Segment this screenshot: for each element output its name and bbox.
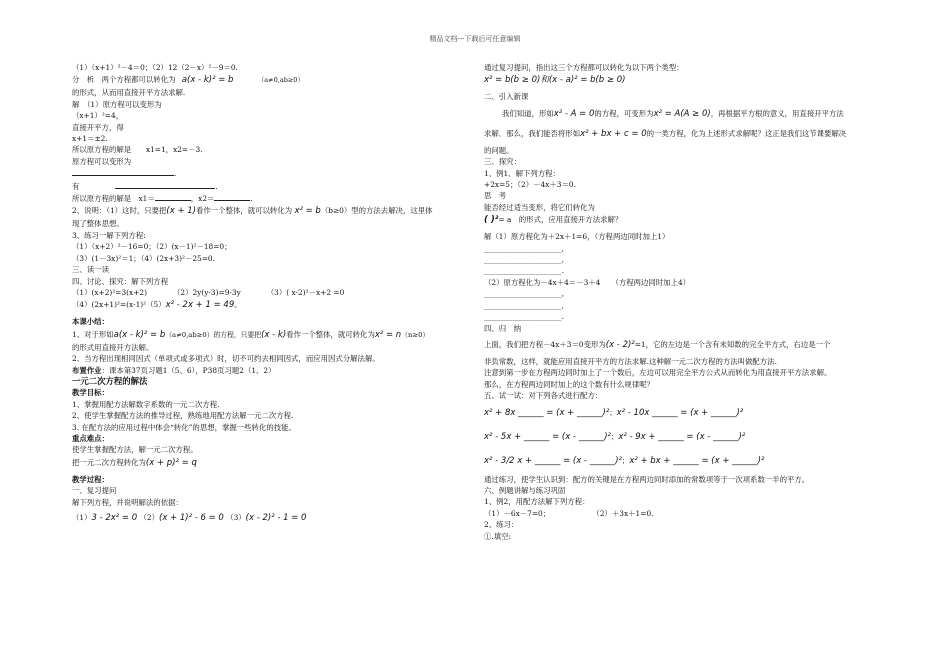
text-line: （4）(2x+1)²=(x-1)²（5）x² - 2x + 1 = 49。 — [72, 300, 242, 311]
formula: x² - 3/2 x + ______ = (x - ______)² — [484, 455, 622, 466]
text-line: 非负常数，这样，就能应用直接开平方的方法求解.这种解一元二次方程的方法叫做配方法. — [484, 356, 777, 366]
text-line: 3. 在配方法的应用过程中体会“转化”的思想，掌握一些转化的技能。 — [72, 422, 296, 432]
text-line: 那么，在方程两边同时加上的这个数有什么规律呢？ — [484, 379, 654, 389]
text-line: x+1＝±2. — [72, 134, 108, 144]
text-line: 把一元二次方程转化为(x + p)² = q — [72, 457, 197, 468]
text-line: 3、练习一解下列方程: — [72, 230, 146, 240]
text-line: （2）原方程化为－4x＋4＝－3＋4 （方程两边同时加上4） — [484, 277, 691, 287]
text-line: 使学生掌握配方法，解一元二次方程。 — [72, 445, 198, 455]
formula: x² = b(b ≥ 0)和(x - a)² = b(b ≥ 0) — [484, 75, 626, 86]
text-line: （1）3 - 2x² = 0 （2）(x + 1)² - 6 = 0 （3）(x - 2)² - 1 = 0 — [72, 513, 307, 523]
left-column — [72, 62, 472, 525]
blank-line: . — [72, 167, 472, 179]
text-line: 四、归 纳 — [484, 323, 521, 333]
text-line: 六、例题讲解与练习巩固 — [484, 485, 566, 495]
formula: x² + bx + ______ = (x + ______)² — [629, 455, 765, 466]
text-line: 布置作业：课本第37页习题1（5、6），P38页习题2（1、2） — [72, 365, 276, 375]
text-line: 2、说明：（1）这时，只要把(x + 1)看作一个整体，就可以转化为 x² = b（b≥0）型的方法去解决，这里体 — [72, 206, 433, 217]
text-line: 2、练习： — [484, 520, 519, 530]
text-line: 的形式，从而用直接开平方法求解. — [72, 88, 186, 98]
formula: x² - A = 0 — [553, 108, 595, 119]
formula-line: x² + 8x ______ = (x + ______)²；x² - 10x ______ = (x + ______)² — [484, 407, 744, 418]
formula: x² - 9x + ______ = (x - ______)² — [618, 431, 746, 442]
text-line: 2、当方程出现相同因式（单项式或多项式）时，切不可约去相同因式，而应用因式分解法解。 — [72, 354, 380, 364]
formula: x² = b — [294, 206, 321, 217]
formula: (x - k) — [261, 329, 287, 340]
blank-line: _____________________, — [484, 243, 564, 253]
formula: (x + p)² = q — [145, 457, 197, 468]
text-line: （1）－6x－7=0； （2）＋3x＋1=0. — [484, 508, 654, 518]
text-line: （1）（x+2）²－16=0；（2）(x－1)²－18=0； — [72, 242, 232, 252]
text-line: 思 考 — [484, 191, 507, 201]
text-line: 能否经过适当变形，将它们转化为 — [484, 202, 595, 212]
formula: a(x - k)² = b — [181, 75, 234, 86]
text-line: 1、例2，用配方法解下列方程： — [484, 497, 590, 507]
text-line: 1、例1、解下列方程： — [484, 168, 560, 178]
text-line: （1）(x+2)²=3(x+2) （2）2y(y-3)=9-3y （3）( x-2)²－x+2 =0 — [72, 287, 345, 297]
formula: 3 - 2x² = 0 — [91, 513, 138, 523]
lesson-title: 一元二次方程的解法 — [72, 375, 148, 386]
blank-line: _____________________. — [484, 312, 564, 322]
section-heading: 教学目标： — [72, 388, 109, 398]
formula: x² - 2x + 1 = 49 — [165, 300, 235, 311]
text-line: 通过复习提问，指出这三个方程都可以转化为以下两个类型： — [484, 63, 684, 72]
formula-line: x² - 3/2 x + ______ = (x - ______)²；x² + bx + ______ = (x + ______)² — [484, 455, 765, 466]
formula-line — [484, 73, 884, 87]
text-line: 三、探究： — [484, 157, 521, 167]
formula: (x + 1)² - 6 = 0 — [159, 513, 224, 523]
text-line: 所以原方程的解是 x1=1，x2=－3. — [72, 145, 203, 155]
text-line: 解（1）原方程化为＋2x＋1=6，（方程两边同时加上1） — [484, 232, 670, 242]
formula: (x + 1) — [166, 206, 197, 217]
blank-line: _____________________, — [484, 255, 564, 265]
text-line: 的问题。 — [484, 145, 514, 155]
page-header: 精品文档---下载后可任意编辑 — [429, 35, 521, 43]
text-line: 现了整体思想。 — [72, 219, 124, 229]
text-line: 解下列方程，并说明解法的依据： — [72, 497, 183, 507]
formula: (x - 2)² - 1 = 0 — [245, 513, 307, 523]
text-line: 二、引入新课 — [484, 92, 529, 102]
text-line: 注意到第一步在方程两边同时加上了一个数后，左边可以用完全平方公式从而转化为用直接开平方法求解。 — [484, 368, 832, 378]
section-heading: 本课小结： — [72, 317, 109, 327]
formula: x² = A(A ≥ 0) — [653, 108, 711, 119]
text-line: 通过练习，使学生认识到：配方的关键是在方程两边同时添加的常数项等于一次项系数一半的平方。 — [484, 474, 810, 484]
text-line: ( )²= a 的形式，应用直接开方法求解？ — [484, 215, 623, 226]
blank-line: _____________________, — [484, 289, 564, 299]
text-line: ①.填空: — [484, 531, 512, 541]
section-heading: 重点难点： — [72, 433, 109, 443]
text-line: （x+1）²=4， — [72, 111, 124, 121]
formula: x² + 8x ______ = (x + ______)² — [484, 407, 610, 418]
formula: x² = n — [374, 329, 402, 340]
text-line: 一、复习提问 — [72, 486, 117, 496]
text-line: 1、对于形如a(x - k)² = b（a≠0,ab≥0）的方程，只要把(x - k)看作一个整体，就可转化为x² = n（n≥0） — [72, 329, 430, 340]
text-line: 所以原方程的解是 x1＝ ，x2＝ . — [72, 194, 253, 204]
formula: (x - 2)² — [605, 339, 635, 350]
formula: x² + bx + c = 0 — [580, 128, 647, 139]
text-line: 的形式用直接开方法解。 — [72, 342, 154, 352]
right-column — [484, 62, 884, 542]
text-line: （3）(1－3x)²＝1；（4）(2x+3)²－25=0. — [72, 253, 215, 263]
text-line: +2x=5；（2）－4x＋3＝0. — [484, 180, 576, 190]
formula: ( )² — [484, 215, 499, 226]
blank-line: 有 . — [72, 181, 218, 191]
text-line: 直接开平方，得 — [72, 122, 124, 132]
text-line: 1、掌握用配方法解数字系数的一元二次方程. — [72, 399, 220, 409]
section-heading: 教学过程： — [72, 474, 109, 484]
text-line: 四、讨论、探究：解下列方程 — [72, 276, 169, 286]
formula-line: x² - 5x + ______ = (x - ______)²；x² - 9x + ______ = (x - ______)² — [484, 431, 746, 442]
text-line: 五、试一试：对下列各式进行配方： — [484, 391, 603, 401]
text-line: 原方程可以变形为 — [72, 156, 132, 166]
blank-line: _____________________, — [484, 300, 564, 310]
text-line: （1）（x+1）²－4＝0；（2）12（2－x）²－9＝0. — [72, 63, 238, 72]
text-line: 分 析 两个方程都可以转化为 a(x - k)² = b （a≠0,ab≥0） — [72, 75, 304, 86]
text-line: 三、读一读 — [72, 265, 109, 275]
blank-line: _____________________. — [484, 266, 564, 276]
text-line: 解 （1）原方程可以变形为 — [72, 99, 162, 109]
formula: x² - 5x + ______ = (x - ______)² — [484, 431, 611, 442]
text-line: 我们知道，形如x² - A = 0的方程，可变形为x² = A(A ≥ 0)，再根据平方根的意义，用直接开平方法 — [502, 108, 844, 119]
text-line: 2、使学生掌握配方法的推导过程，熟练地用配方法解一元二次方程. — [72, 411, 294, 421]
text-line: 上面，我们把方程－4x＋3＝0变形为(x - 2)²=1，它的左边是一个含有未知数的完全平方式，右边是一个 — [484, 339, 831, 350]
formula: x² - 10x ______ = (x + ______)² — [616, 407, 744, 418]
text-line: 求解．那么，我们能否将形如x² + bx + c = 0的一类方程，化为上述形式求解呢？这正是我们这节课要解决 — [484, 128, 847, 139]
formula: a(x - k)² = b — [113, 329, 166, 340]
